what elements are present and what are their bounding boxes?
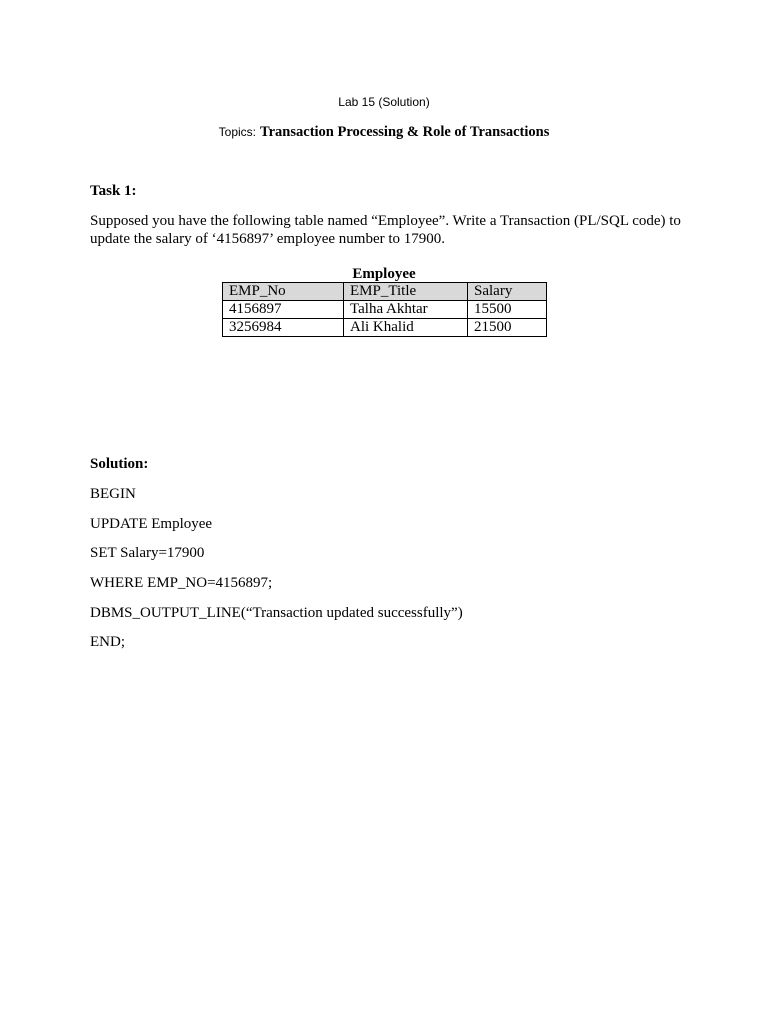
solution-heading: Solution: xyxy=(90,456,149,472)
table-cell-emp-title: Talha Akhtar xyxy=(344,301,468,319)
table-cell-emp-title: Ali Khalid xyxy=(344,319,468,337)
topics-line xyxy=(0,123,768,141)
task-description: Supposed you have the following table named “Employee”. Write a Transaction (PL/SQL code) to update the salary of ‘4156897’ employee number to 17900. xyxy=(90,213,681,247)
code-line: SET Salary=17900 xyxy=(90,545,205,561)
employee-table xyxy=(222,282,547,337)
topics-text: Transaction Processing & Role of Transactions xyxy=(260,124,550,140)
table-cell-emp-no: 3256984 xyxy=(223,319,344,337)
topics-label: Topics: xyxy=(218,125,257,139)
table-row xyxy=(223,319,547,337)
table-cell-emp-no: 4156897 xyxy=(223,301,344,319)
table-cell-salary: 21500 xyxy=(468,319,547,337)
column-header-emp-title: EMP_Title xyxy=(344,283,468,301)
column-header-salary: Salary xyxy=(468,283,547,301)
code-line: DBMS_OUTPUT_LINE(“Transaction updated successfully”) xyxy=(90,605,463,621)
code-line: WHERE EMP_NO=4156897; xyxy=(90,575,273,591)
table-row xyxy=(223,301,547,319)
column-header-emp-no: EMP_No xyxy=(223,283,344,301)
table-cell-salary: 15500 xyxy=(468,301,547,319)
lab-title: Lab 15 (Solution) xyxy=(338,95,430,109)
code-line: END; xyxy=(90,634,125,650)
task-heading: Task 1: xyxy=(90,183,137,199)
code-line: UPDATE Employee xyxy=(90,516,213,532)
table-caption: Employee xyxy=(352,266,416,282)
table-header-row xyxy=(223,283,547,301)
code-line: BEGIN xyxy=(90,486,136,502)
